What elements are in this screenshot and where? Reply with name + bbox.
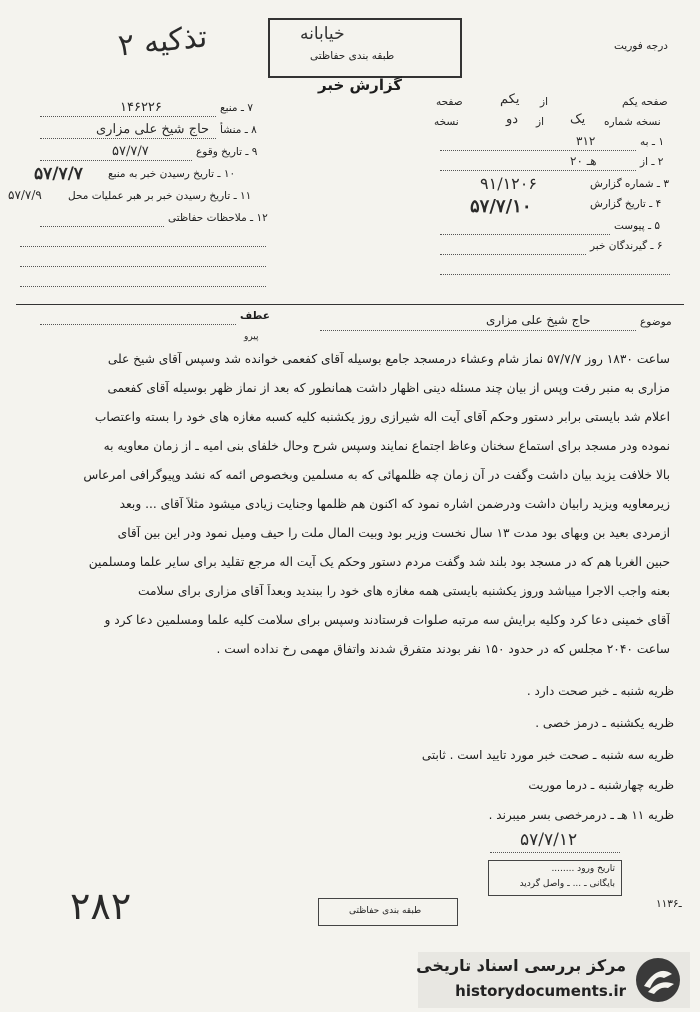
report-date-label: ۴ ـ تاریخ گزارش	[590, 198, 662, 210]
page-row-label: صفحه یکم	[622, 96, 668, 108]
handwritten-page-number: ۲۸۲	[70, 884, 132, 928]
attachment-label: ۵ ـ پیوست	[614, 220, 661, 232]
origin-label: ۸ ـ منشأ	[220, 124, 257, 136]
watermark-title: مرکز بررسی اسناد تاریخی	[416, 956, 626, 975]
body-line: زیرمعاویه ویزید رابیان داشت ودرضمن اشاره نمود که اکنون هم ظلمها وجنایت زیادی میشود مثلاً آقای ... وبعد	[119, 497, 670, 511]
body-line: بعنه واجب الاجرا میباشد وروز یکشنبه بایستی همه مغازه های خود را ببندید وبعداً آقای مزاری برای سلامت	[138, 584, 670, 598]
to-label: ۱ ـ به	[640, 136, 664, 148]
body-line: حبین الغربا هم که در مسجد بود بلند شد وگفت مردم دستور وحکم یک آیت اله مرجع تقلید برای سایر علما ومسلمین	[88, 555, 670, 569]
receipt-line-1: تاریخ ورود ........	[551, 864, 615, 874]
body-line: ساعت ۱۸۳۰ روز ۵۷/۷/۷ نماز شام وعشاء درمسجد جامع بوسیله آقای کفعمی خوانده شد وسپس آقای شیخ علی	[107, 352, 670, 366]
recipients-label: ۶ ـ گیرندگان خبر	[590, 240, 663, 252]
body-line: ساعت ۲۰۴۰ مجلس که در حدود ۱۵۰ نفر بودند متفرق شدند واتفاق مهمی رخ نداده است .	[216, 642, 670, 656]
occurrence-date-label: ۹ ـ تاریخ وقوع	[196, 146, 258, 158]
source-received-label: ۱۰ ـ تاریخ رسیدن خبر به منبع	[108, 168, 236, 180]
source-received-value: ۵۷/۷/۷	[34, 164, 83, 184]
note-line: ظریه ۱۱ هـ ـ درمرخصی بسر میبرند .	[488, 808, 674, 822]
body-line: آقای خمینی دعا کرد وکلیه برایش سه مرتبه صلوات فرستادند وسپس برای سلامت کلیه علما ومسلمین دعا کرد و	[104, 613, 670, 627]
peyro-label: پیرو	[244, 332, 259, 342]
stamp-classification: طبقه بندی حفاظتی	[310, 50, 395, 62]
note-line: ظریه یکشنبه ـ درمز خصی .	[535, 716, 674, 730]
origin-value: حاج شیخ علی مزاری	[96, 122, 210, 137]
receipt-stamp	[488, 860, 622, 896]
to-value: ۳۱۲	[576, 134, 596, 148]
handwritten-date: ۵۷/۷/۱۲	[520, 830, 578, 850]
page-row-from: از	[540, 96, 548, 108]
receipt-line-2: بایگانی ـ ... ـ واصل گردید	[519, 879, 615, 889]
note-line: ظریه شنبه ـ خبر صحت دارد .	[526, 684, 674, 698]
note-line: ظریه سه شنبه ـ صحت خبر مورد تایید است . ثابتی	[421, 748, 674, 762]
body-line: بالا خلافت یزید بیان داشت وگفت در آن زمان چه ظلمهائی که به مسلمین وبخصوص ائمه که نشد وپیوگرافی امرعاس	[83, 468, 670, 482]
body-line: نموده ودر مسجد برای استماع سخنان وعاظ اجتماع نمایند وسپس شرح وحال خلفای بنی امیه ـ از زمان معاویه به	[103, 439, 670, 453]
footer-classification: طبقه بندی حفاظتی	[349, 906, 422, 916]
occurrence-date-value: ۵۷/۷/۷	[112, 144, 149, 159]
stamp-handwritten: خیابانه	[300, 24, 345, 44]
form-code: ۱۱ـ۳۶	[656, 898, 682, 910]
copy-row-label: نسخه شماره	[604, 116, 661, 128]
body-line: ازمردی بعید بن وبهای بود مدت ۱۳ سال نخست وزیر بود وبیت المال ملت را حیف ومیل نمود ودر این بین آقای	[117, 526, 670, 540]
report-number-value: ۹۱/۱۲۰۶	[480, 174, 537, 193]
note-line: ظریه چهارشنبه ـ درما موریت	[528, 778, 674, 792]
body-line: اعلام شد بایستی برابر دستور وحکم آقای آیت اله شیرازی روز یکشنبه کلیه کسبه مغازه های خود را بسته واعتصاب	[94, 410, 670, 424]
copy-row-handwritten2: دو	[506, 112, 519, 127]
archive-logo-icon	[634, 956, 682, 1004]
footer-classification-box	[318, 898, 458, 926]
watermark-url: historydocuments.ir	[455, 982, 626, 1000]
body-line: مزاری به منبر رفت وپس از بیان چند مسئله دینی اظهار داشت همانطور که بعد از نماز ظهر بوسیله آقای کفعمی	[107, 381, 670, 395]
page-row-handwritten: یکم	[500, 92, 520, 107]
protection-notes-label: ۱۲ ـ ملاحظات حفاظتی	[168, 212, 268, 224]
classification-stamp	[268, 18, 462, 78]
ops-received-label: ۱۱ ـ تاریخ رسیدن خبر بر هبر عملیات محل	[68, 190, 252, 202]
urgency-label: درجه فوریت	[614, 40, 668, 52]
watermark-banner	[418, 952, 690, 1008]
from-value: ۲۰ هـ	[570, 154, 597, 168]
copy-row-handwritten: یک	[570, 112, 586, 127]
subject-label: موضوع	[640, 316, 672, 328]
subject-value: حاج شیخ علی مزاری	[486, 313, 591, 327]
report-date-value: ۵۷/۷/۱۰	[470, 196, 532, 217]
copy-row-end: نسخه	[434, 116, 459, 128]
report-number-label: ۳ ـ شماره گزارش	[590, 178, 669, 190]
report-title: گزارش خبر	[318, 76, 403, 94]
ops-received-value: ۵۷/۷/۹	[8, 188, 42, 202]
copy-row-from: از	[536, 116, 544, 128]
atf-label: عطف	[240, 310, 270, 322]
page-row-end: صفحه	[436, 96, 463, 108]
from-label: ۲ ـ از	[640, 156, 664, 168]
source-label: ۷ ـ منبع	[220, 102, 253, 114]
handwritten-note: تذکیه ۲	[116, 19, 209, 64]
source-value: ۱۴۶۲۲۶	[120, 100, 162, 115]
